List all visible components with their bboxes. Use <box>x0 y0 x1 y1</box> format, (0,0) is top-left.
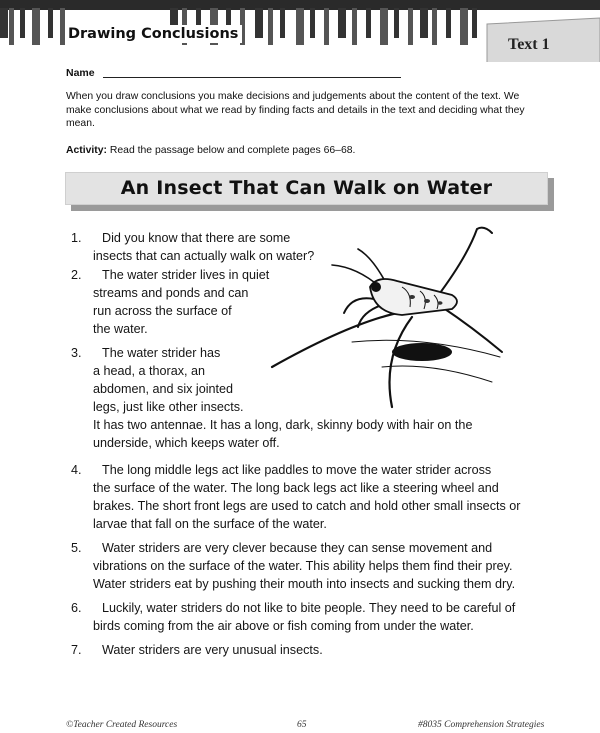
paragraph-line: the surface of the water. The long back legs act like a steering wheel and <box>93 481 499 495</box>
page-header <box>0 0 600 62</box>
intro-paragraph: When you draw conclusions you make decisions and judgements about the content of the text. We make conclusions about what we read by finding facts and details in the text and deciding what they mean. <box>66 91 525 129</box>
paragraph-line: legs, just like other insects. <box>93 400 244 414</box>
paragraph-line: The water strider has <box>102 346 221 360</box>
paragraph-4 <box>71 461 520 533</box>
paragraph-number: 7. <box>71 643 82 657</box>
footer-page-number: 65 <box>297 720 307 730</box>
passage-title: An Insect That Can Walk on Water <box>120 177 493 199</box>
paragraph-line: Luckily, water striders do not like to bite people. They need to be careful of <box>102 601 516 615</box>
paragraph-number: 1. <box>71 231 82 245</box>
paragraph-5 <box>71 539 515 593</box>
paragraph-line: run across the surface of <box>93 304 232 318</box>
paragraph-line: abdomen, and six jointed <box>93 382 234 396</box>
paragraph-line: Water striders are very clever because they can sense movement and <box>102 541 493 555</box>
activity-instruction <box>66 145 355 156</box>
paragraph-line: insects that can actually walk on water? <box>93 249 315 263</box>
paragraph-number: 6. <box>71 601 82 615</box>
paragraph-line: larvae that fall on the surface of the water. <box>93 517 327 531</box>
paragraph-number: 4. <box>71 463 82 477</box>
paragraph-line: birds coming from the air above or fish coming from under the water. <box>93 619 474 633</box>
paragraph-line: vibrations on the surface of the water. This ability helps them find their prey. <box>93 559 513 573</box>
paragraph-number: 3. <box>71 346 82 360</box>
paragraph-1 <box>71 229 314 265</box>
paragraph-line: Did you know that there are some <box>102 231 291 245</box>
paragraph-2 <box>71 266 269 338</box>
paragraph-number: 2. <box>71 268 82 282</box>
name-label: Name <box>66 67 95 79</box>
paragraph-line: The water strider lives in quiet <box>102 268 270 282</box>
paragraph-line: It has two antennae. It has a long, dark, skinny body with hair on the <box>93 418 473 432</box>
paragraph-line: The long middle legs act like paddles to move the water strider across <box>102 463 492 477</box>
name-line[interactable] <box>103 77 401 78</box>
paragraph-line: streams and ponds and can <box>93 286 249 300</box>
paragraph-line: a head, a thorax, an <box>93 364 206 378</box>
footer-publisher: ©Teacher Created Resources <box>66 720 178 730</box>
header-title: Drawing Conclusions <box>66 25 242 43</box>
paragraph-line: Water striders eat by pushing their mouth into insects and sucking them dry. <box>93 577 516 591</box>
activity-label: Activity: <box>66 145 107 156</box>
footer-book-title: #8035 Comprehension Strategies <box>418 720 545 730</box>
paragraph-number: 5. <box>71 541 82 555</box>
paragraph-line: brakes. The short front legs are used to catch and hold other small insects or <box>93 499 521 513</box>
paragraph-line: the water. <box>93 322 148 336</box>
text-tab-label: Text 1 <box>508 36 550 53</box>
paragraph-line: Water striders are very unusual insects. <box>102 643 323 657</box>
activity-text: Read the passage below and complete pages 66–68. <box>107 145 356 156</box>
paragraph-6 <box>71 599 515 635</box>
paragraph-7 <box>71 641 323 659</box>
paragraph-3 <box>71 344 472 452</box>
title-banner <box>65 172 548 205</box>
paragraph-line: underside, which keeps water off. <box>93 436 280 450</box>
